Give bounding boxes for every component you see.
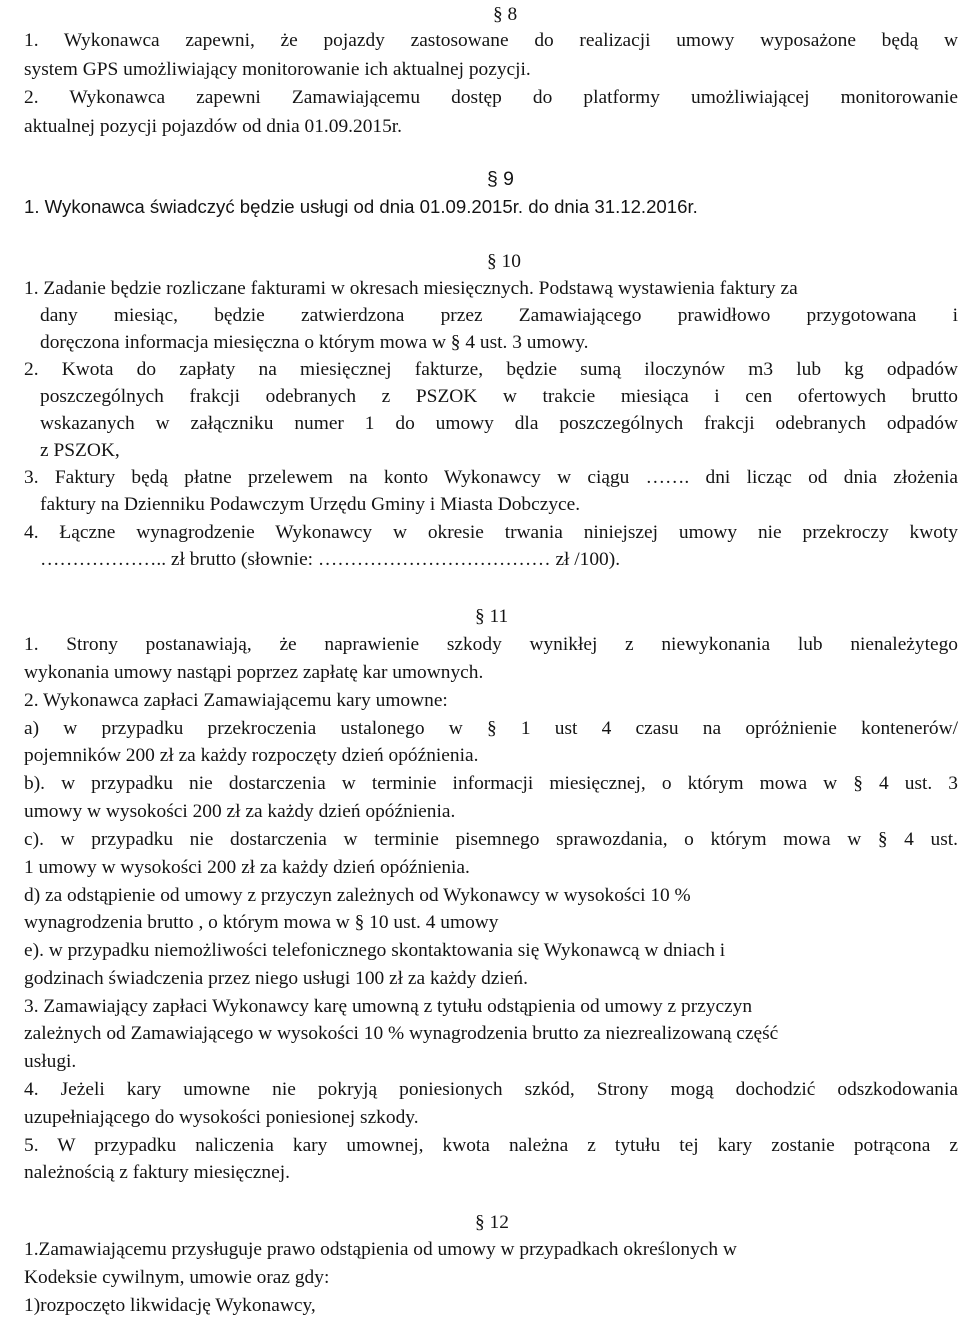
paragraph-line: a) w przypadku przekroczenia ustalonego w § 1 ust 4 czasu na opróżnienie kontenerów/ [24, 718, 958, 739]
paragraph-line: dany miesiąc, będzie zatwierdzona przez Zamawiającego prawidłowo przygotowana i [40, 305, 958, 326]
section-heading-12: § 12 [475, 1212, 509, 1233]
section-heading-11: § 11 [475, 606, 509, 627]
paragraph-line: godzinach świadczenia przez niego usługi 100 zł za każdy dzień. [24, 968, 528, 989]
paragraph-line: 1)rozpoczęto likwidację Wykonawcy, [24, 1295, 316, 1316]
paragraph-line: b). w przypadku nie dostarczenia w terminie informacji miesięcznej, o którym mowa w § 4 ust. 3 [24, 773, 958, 794]
paragraph-line: 2. Wykonawca zapewni Zamawiającemu dostęp do platformy umożliwiającej monitorowanie [24, 87, 958, 108]
paragraph-line: e). w przypadku niemożliwości telefonicznego skontaktowania się Wykonawcą w dniach i [24, 940, 726, 961]
paragraph-line: uzupełniającego do wysokości poniesionej szkody. [24, 1107, 419, 1128]
paragraph-line: c). w przypadku nie dostarczenia w terminie pisemnego sprawozdania, o którym mowa w § 4 ust. [24, 829, 958, 850]
paragraph-line: Kodeksie cywilnym, umowie oraz gdy: [24, 1267, 330, 1288]
paragraph-line: 1.Zamawiającemu przysługuje prawo odstąpienia od umowy w przypadkach określonych w [24, 1239, 737, 1260]
paragraph-line: 3. Faktury będą płatne przelewem na konto Wykonawcy w ciągu ……. dni licząc od dnia złożenia [24, 467, 958, 488]
paragraph-line: aktualnej pozycji pojazdów od dnia 01.09.2015r. [24, 116, 403, 137]
paragraph-line: z PSZOK, [40, 440, 120, 461]
paragraph-line: 1 umowy w wysokości 200 zł za każdy dzień opóźnienia. [24, 857, 470, 878]
paragraph-line: usługi. [24, 1051, 77, 1072]
section-heading-9: § 9 [487, 168, 514, 190]
paragraph-line: poszczególnych frakcji odebranych z PSZOK w trakcie miesiąca i cen ofertowych brutto [40, 386, 958, 407]
paragraph-line: 3. Zamawiający zapłaci Wykonawcy karę umowną z tytułu odstąpienia od umowy z przyczyn [24, 996, 753, 1017]
paragraph-line: 1. Strony postanawiają, że naprawienie szkody wynikłej z niewykonania lub nienależytego [24, 634, 958, 655]
paragraph-line: system GPS umożliwiający monitorowanie ich aktualnej pozycji. [24, 59, 531, 80]
paragraph-line: 2. Wykonawca zapłaci Zamawiającemu kary umowne: [24, 690, 448, 711]
paragraph-line: wykonania umowy nastąpi poprzez zapłatę kar umownych. [24, 662, 484, 683]
paragraph-line: ……………….. zł brutto (słownie: ……………………………… zł /100). [40, 549, 621, 570]
paragraph-line: 2. Kwota do zapłaty na miesięcznej fakturze, będzie sumą iloczynów m3 lub kg odpadów [24, 359, 958, 380]
paragraph-line: 5. W przypadku naliczenia kary umownej, kwota należna z tytułu tej kary zostanie potrącona z [24, 1135, 958, 1156]
paragraph-line: wskazanych w załączniku numer 1 do umowy dla poszczególnych frakcji odebranych odpadów [40, 413, 958, 434]
paragraph-line: 4. Łączne wynagrodzenie Wykonawcy w okresie trwania niniejszej umowy nie przekroczy kwoty [24, 522, 958, 543]
paragraph-line: zależnych od Zamawiającego w wysokości 10 % wynagrodzenia brutto za niezrealizowaną część [24, 1023, 779, 1044]
paragraph-line: należnością z faktury miesięcznej. [24, 1162, 290, 1183]
paragraph-line: faktury na Dzienniku Podawczym Urzędu Gminy i Miasta Dobczyce. [40, 494, 581, 515]
paragraph-line: 1. Wykonawca świadczyć będzie usługi od dnia 01.09.2015r. do dnia 31.12.2016r. [24, 196, 698, 217]
section-heading-8: § 8 [493, 4, 518, 25]
paragraph-line: pojemników 200 zł za każdy rozpoczęty dzień opóźnienia. [24, 745, 479, 766]
section-heading-10: § 10 [487, 251, 521, 272]
paragraph-line: umowy w wysokości 200 zł za każdy dzień opóźnienia. [24, 801, 456, 822]
paragraph-line: doręczona informacja miesięczna o którym mowa w § 4 ust. 3 umowy. [40, 332, 589, 353]
paragraph-line: wynagrodzenia brutto , o którym mowa w § 10 ust. 4 umowy [24, 912, 499, 933]
paragraph-line: 4. Jeżeli kary umowne nie pokryją poniesionych szkód, Strony mogą dochodzić odszkodowania [24, 1079, 958, 1100]
paragraph-line: d) za odstąpienie od umowy z przyczyn zależnych od Wykonawcy w wysokości 10 % [24, 885, 691, 906]
paragraph-line: 1. Wykonawca zapewni, że pojazdy zastosowane do realizacji umowy wyposażone będą w [24, 30, 958, 51]
paragraph-line: 1. Zadanie będzie rozliczane fakturami w okresach miesięcznych. Podstawą wystawienia faktury za [24, 278, 798, 299]
